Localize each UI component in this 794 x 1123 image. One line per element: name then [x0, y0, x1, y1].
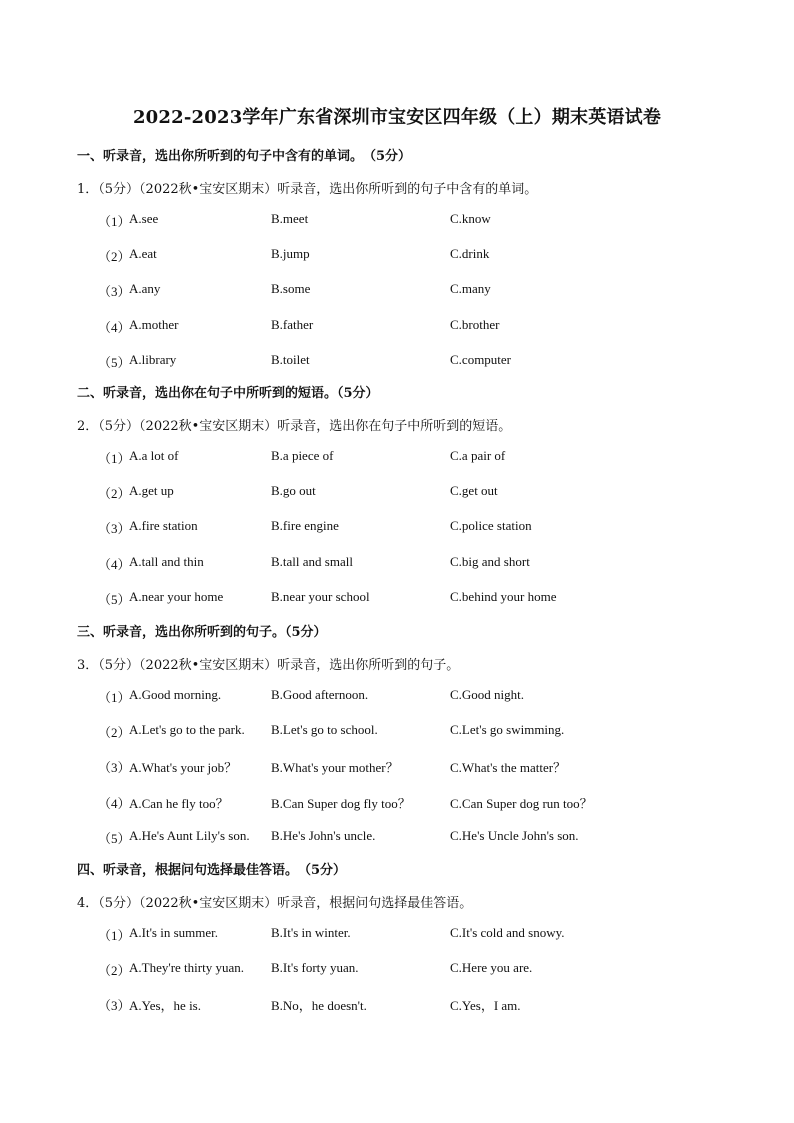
option-c[interactable]: C.Let's go swimming. [450, 722, 565, 738]
option-a[interactable]: A.see [129, 211, 159, 226]
item-number: （1） [98, 214, 131, 229]
option-c[interactable]: C.get out [450, 483, 498, 499]
option-a[interactable]: A.eat [129, 246, 157, 262]
option-a[interactable]: A.Let's go to the park. [129, 722, 245, 738]
option-b[interactable]: B.near your school [271, 588, 370, 604]
option-b[interactable]: B.jump [271, 246, 310, 262]
option-a[interactable]: A.library [129, 351, 177, 367]
option-b[interactable]: B.toilet [271, 351, 310, 367]
question-item [98, 722, 748, 740]
option-c[interactable]: C.know [450, 211, 491, 226]
option-c[interactable]: C.drink [450, 246, 490, 262]
question-item [98, 995, 748, 1013]
option-a[interactable]: A.any [129, 281, 161, 297]
option-c[interactable]: C.many [450, 281, 491, 297]
item-number: （4） [98, 795, 131, 811]
option-c[interactable]: C.a pair of [450, 448, 506, 463]
item-number: （2） [98, 725, 131, 741]
option-a[interactable]: A.near your home [129, 588, 224, 604]
option-a[interactable]: A.Good morning. [129, 687, 222, 702]
option-a[interactable]: A.Can he fly too？ [129, 795, 229, 811]
question-item [98, 960, 748, 978]
option-b[interactable]: B.It's forty yuan. [271, 960, 359, 976]
option-a[interactable]: A.Yes，he is. [129, 998, 201, 1014]
option-a[interactable]: A.tall and thin [129, 553, 204, 569]
question-item [98, 925, 748, 943]
question-stem: 4．（5分）（2022秋•宝安区期末）听录音，根据问句选择最佳答语。 [77, 896, 473, 911]
item-number: （5） [98, 591, 131, 607]
item-number: （1） [98, 928, 131, 943]
question-item [98, 757, 748, 775]
item-number: （4） [98, 556, 131, 572]
page-title: 2022-2023学年广东省深圳市宝安区四年级（上）期末英语试卷 [132, 107, 662, 128]
item-number: （5） [98, 830, 131, 846]
question-item [98, 281, 748, 299]
question-item [98, 448, 748, 466]
item-number: （2） [98, 486, 131, 502]
question-item [98, 246, 748, 264]
option-c[interactable]: C.police station [450, 518, 532, 534]
option-a[interactable]: A.a lot of [129, 448, 179, 463]
option-c[interactable]: C.behind your home [450, 588, 557, 604]
item-number: （1） [98, 451, 131, 466]
option-c[interactable]: C.He's Uncle John's son. [450, 827, 579, 843]
option-c[interactable]: C.computer [450, 351, 512, 367]
question-item [98, 518, 748, 536]
option-c[interactable]: C.Can Super dog run too？ [450, 795, 593, 811]
option-c[interactable]: C.What's the matter？ [450, 760, 567, 776]
option-b[interactable]: B.fire engine [271, 518, 339, 534]
option-b[interactable]: B.some [271, 281, 311, 297]
option-b[interactable]: B.tall and small [271, 553, 353, 569]
option-a[interactable]: A.fire station [129, 518, 198, 534]
option-b[interactable]: B.Can Super dog fly too？ [271, 795, 411, 811]
question-item [98, 211, 748, 229]
item-number: （3） [98, 998, 131, 1014]
option-b[interactable]: B.Let's go to school. [271, 722, 378, 738]
option-a[interactable]: A.It's in summer. [129, 925, 219, 940]
section-heading: 三、听录音，选出你所听到的句子。（5分） [77, 625, 327, 640]
option-a[interactable]: A.He's Aunt Lily's son. [129, 827, 250, 843]
item-number: （3） [98, 284, 131, 300]
option-b[interactable]: B.meet [271, 211, 309, 226]
option-a[interactable]: A.mother [129, 316, 179, 332]
question-stem: 2．（5分）（2022秋•宝安区期末）听录音，选出你在句子中所听到的短语。 [77, 419, 512, 434]
question-item [98, 352, 748, 370]
option-b[interactable]: B.Good afternoon. [271, 687, 369, 702]
question-stem: 3．（5分）（2022秋•宝安区期末）听录音，选出你所听到的句子。 [77, 658, 460, 673]
question-item [98, 687, 748, 705]
option-b[interactable]: B.father [271, 316, 314, 332]
item-number: （3） [98, 521, 131, 537]
option-c[interactable]: C.big and short [450, 553, 530, 569]
option-a[interactable]: A.They're thirty yuan. [129, 960, 244, 976]
item-number: （1） [98, 690, 131, 705]
question-item [98, 554, 748, 572]
option-c[interactable]: C.Here you are. [450, 960, 533, 976]
option-b[interactable]: B.He's John's uncle. [271, 827, 376, 843]
item-number: （4） [98, 319, 131, 335]
item-number: （2） [98, 963, 131, 979]
option-b[interactable]: B.No，he doesn't. [271, 998, 367, 1014]
option-c[interactable]: C.brother [450, 316, 500, 332]
item-number: （2） [98, 249, 131, 265]
option-c[interactable]: C.Good night. [450, 687, 525, 702]
question-item [98, 828, 748, 846]
option-b[interactable]: B.go out [271, 483, 316, 499]
option-b[interactable]: B.What's your mother？ [271, 760, 399, 776]
question-item [98, 317, 748, 335]
option-a[interactable]: A.get up [129, 483, 174, 499]
question-item [98, 589, 748, 607]
option-b[interactable]: B.a piece of [271, 448, 334, 463]
item-number: （5） [98, 354, 131, 370]
section-heading: 四、听录音，根据问句选择最佳答语。 （5分） [77, 863, 347, 878]
option-a[interactable]: A.What's your job？ [129, 760, 238, 776]
option-c[interactable]: C.Yes，I am. [450, 998, 521, 1014]
question-item [98, 483, 748, 501]
item-number: （3） [98, 760, 131, 776]
option-c[interactable]: C.It's cold and snowy. [450, 925, 565, 940]
question-stem: 1．（5分）（2022秋•宝安区期末）听录音，选出你所听到的句子中含有的单词。 [77, 182, 538, 197]
section-heading: 一、听录音，选出你所听到的句子中含有的单词。 （5分） [77, 149, 412, 164]
option-b[interactable]: B.It's in winter. [271, 925, 351, 940]
section-heading: 二、听录音，选出你在句子中所听到的短语。（5分） [77, 386, 379, 401]
question-item [98, 793, 748, 811]
